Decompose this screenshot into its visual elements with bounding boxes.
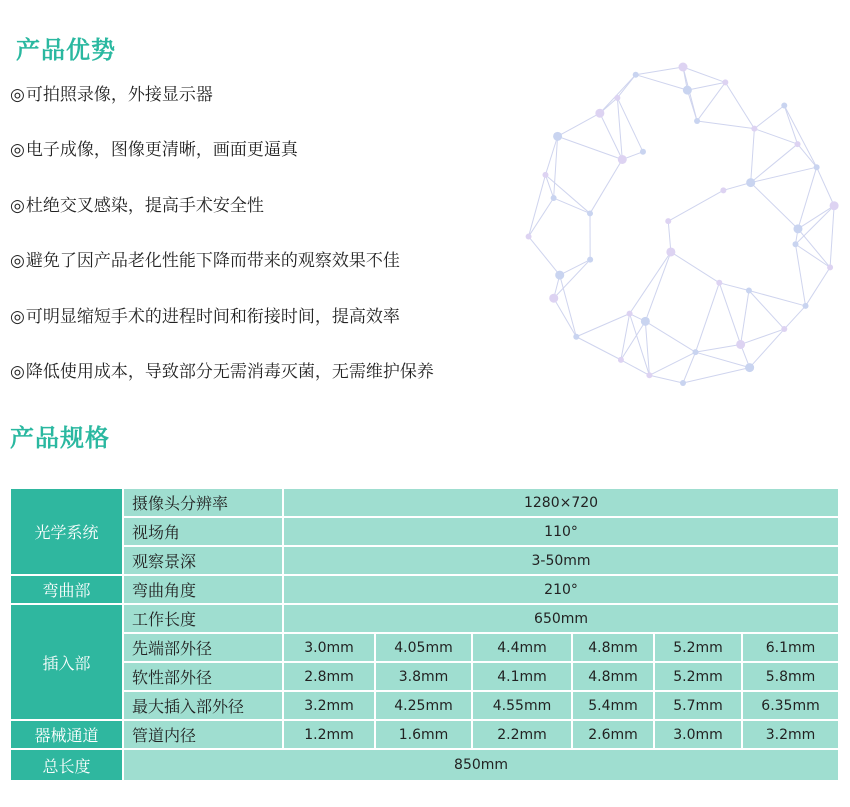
advantage-item [10, 191, 264, 216]
spec-name: 摄像头分辨率 [123, 488, 283, 517]
sphere-node [627, 311, 633, 317]
sphere-node [722, 79, 728, 85]
sphere-node [573, 334, 579, 340]
sphere-node [646, 372, 652, 378]
spec-value: 210° [283, 575, 839, 604]
network-sphere-graphic [515, 62, 850, 397]
spec-value: 3-50mm [283, 546, 839, 575]
sphere-node [781, 103, 787, 109]
spec-value: 5.2mm [654, 633, 742, 662]
sphere-node [694, 118, 700, 124]
sphere-node [587, 257, 593, 263]
spec-value: 2.6mm [572, 720, 654, 749]
spec-name: 观察景深 [123, 546, 283, 575]
spec-value: 650mm [283, 604, 839, 633]
spec-value: 2.2mm [472, 720, 572, 749]
spec-name: 软性部外径 [123, 662, 283, 691]
spec-value: 5.7mm [654, 691, 742, 720]
spec-name: 管道内径 [123, 720, 283, 749]
table-row [10, 575, 839, 604]
category-cell: 总长度 [10, 749, 123, 781]
advantage-item [10, 80, 213, 105]
table-row [10, 517, 839, 546]
advantages-title: 产品优势 [16, 36, 116, 64]
spec-value: 3.8mm [375, 662, 472, 691]
sphere-node [751, 126, 757, 132]
specs-title: 产品规格 [10, 424, 110, 452]
category-cell: 插入部 [10, 604, 123, 720]
bullet-marker: ◎ [10, 196, 25, 216]
advantage-text: 避免了因产品老化性能下降而带来的观察效果不佳 [25, 251, 400, 271]
advantage-text: 可拍照录像，外接显示器 [25, 85, 213, 105]
sphere-node [814, 164, 820, 170]
sphere-node [555, 271, 564, 280]
sphere-node [595, 109, 604, 118]
spec-value: 5.8mm [742, 662, 839, 691]
sphere-node [587, 210, 593, 216]
sphere-node [614, 95, 620, 101]
sphere-node [549, 294, 558, 303]
category-cell: 弯曲部 [10, 575, 123, 604]
advantage-text: 杜绝交叉感染，提高手术安全性 [25, 196, 264, 216]
sphere-node [827, 264, 833, 270]
sphere-node [746, 178, 755, 187]
category-cell: 器械通道 [10, 720, 123, 749]
sphere-node [745, 363, 754, 372]
sphere-node [793, 241, 799, 247]
table-row [10, 546, 839, 575]
advantage-item [10, 357, 434, 382]
sphere-node [618, 155, 627, 164]
sphere-node [640, 149, 646, 155]
spec-value: 3.0mm [654, 720, 742, 749]
sphere-node [665, 218, 671, 224]
advantage-text: 电子成像，图像更清晰，画面更逼真 [25, 140, 298, 160]
sphere-node [641, 317, 650, 326]
table-row [10, 604, 839, 633]
table-row [10, 691, 839, 720]
spec-value: 4.25mm [375, 691, 472, 720]
advantage-item [10, 246, 400, 271]
table-row [10, 720, 839, 749]
table-row [10, 749, 839, 781]
spec-value: 3.2mm [283, 691, 375, 720]
bullet-marker: ◎ [10, 362, 25, 382]
sphere-node [716, 280, 722, 286]
spec-value: 110° [283, 517, 839, 546]
advantage-item [10, 302, 400, 327]
table-row [10, 662, 839, 691]
sphere-node [679, 63, 688, 72]
spec-value: 6.1mm [742, 633, 839, 662]
spec-name: 先端部外径 [123, 633, 283, 662]
spec-value: 3.0mm [283, 633, 375, 662]
spec-name: 最大插入部外径 [123, 691, 283, 720]
spec-value: 4.55mm [472, 691, 572, 720]
spec-value: 4.05mm [375, 633, 472, 662]
table-row [10, 488, 839, 517]
spec-value: 2.8mm [283, 662, 375, 691]
category-cell: 光学系统 [10, 488, 123, 575]
spec-value: 850mm [123, 749, 839, 781]
spec-value: 4.1mm [472, 662, 572, 691]
sphere-node [618, 357, 624, 363]
sphere-node [830, 201, 839, 210]
sphere-node [781, 326, 787, 332]
advantage-item [10, 135, 298, 160]
sphere-node [633, 72, 639, 78]
sphere-node [666, 247, 675, 256]
bullet-marker: ◎ [10, 307, 25, 327]
sphere-node [793, 224, 802, 233]
sphere-node [551, 195, 557, 201]
spec-value: 5.2mm [654, 662, 742, 691]
bullet-marker: ◎ [10, 85, 25, 105]
spec-value: 3.2mm [742, 720, 839, 749]
spec-value: 6.35mm [742, 691, 839, 720]
spec-name: 弯曲角度 [123, 575, 283, 604]
spec-value: 1280×720 [283, 488, 839, 517]
advantage-text: 可明显缩短手术的进程时间和衔接时间，提高效率 [25, 307, 400, 327]
sphere-node [693, 349, 699, 355]
sphere-node [720, 187, 726, 193]
sphere-node [683, 86, 692, 95]
spec-value: 5.4mm [572, 691, 654, 720]
spec-value: 4.4mm [472, 633, 572, 662]
spec-name: 工作长度 [123, 604, 283, 633]
sphere-node [680, 380, 686, 386]
spec-value: 1.6mm [375, 720, 472, 749]
bullet-marker: ◎ [10, 140, 25, 160]
sphere-node [736, 340, 745, 349]
spec-value: 4.8mm [572, 633, 654, 662]
spec-table [10, 488, 839, 781]
spec-value: 1.2mm [283, 720, 375, 749]
sphere-node [553, 132, 562, 141]
spec-name: 视场角 [123, 517, 283, 546]
sphere-node [795, 141, 801, 147]
bullet-marker: ◎ [10, 251, 25, 271]
table-row [10, 633, 839, 662]
sphere-node [542, 172, 548, 178]
sphere-node [803, 303, 809, 309]
sphere-node [526, 234, 532, 240]
spec-value: 4.8mm [572, 662, 654, 691]
advantage-text: 降低使用成本，导致部分无需消毒灭菌，无需维护保养 [25, 362, 434, 382]
sphere-node [746, 288, 752, 294]
